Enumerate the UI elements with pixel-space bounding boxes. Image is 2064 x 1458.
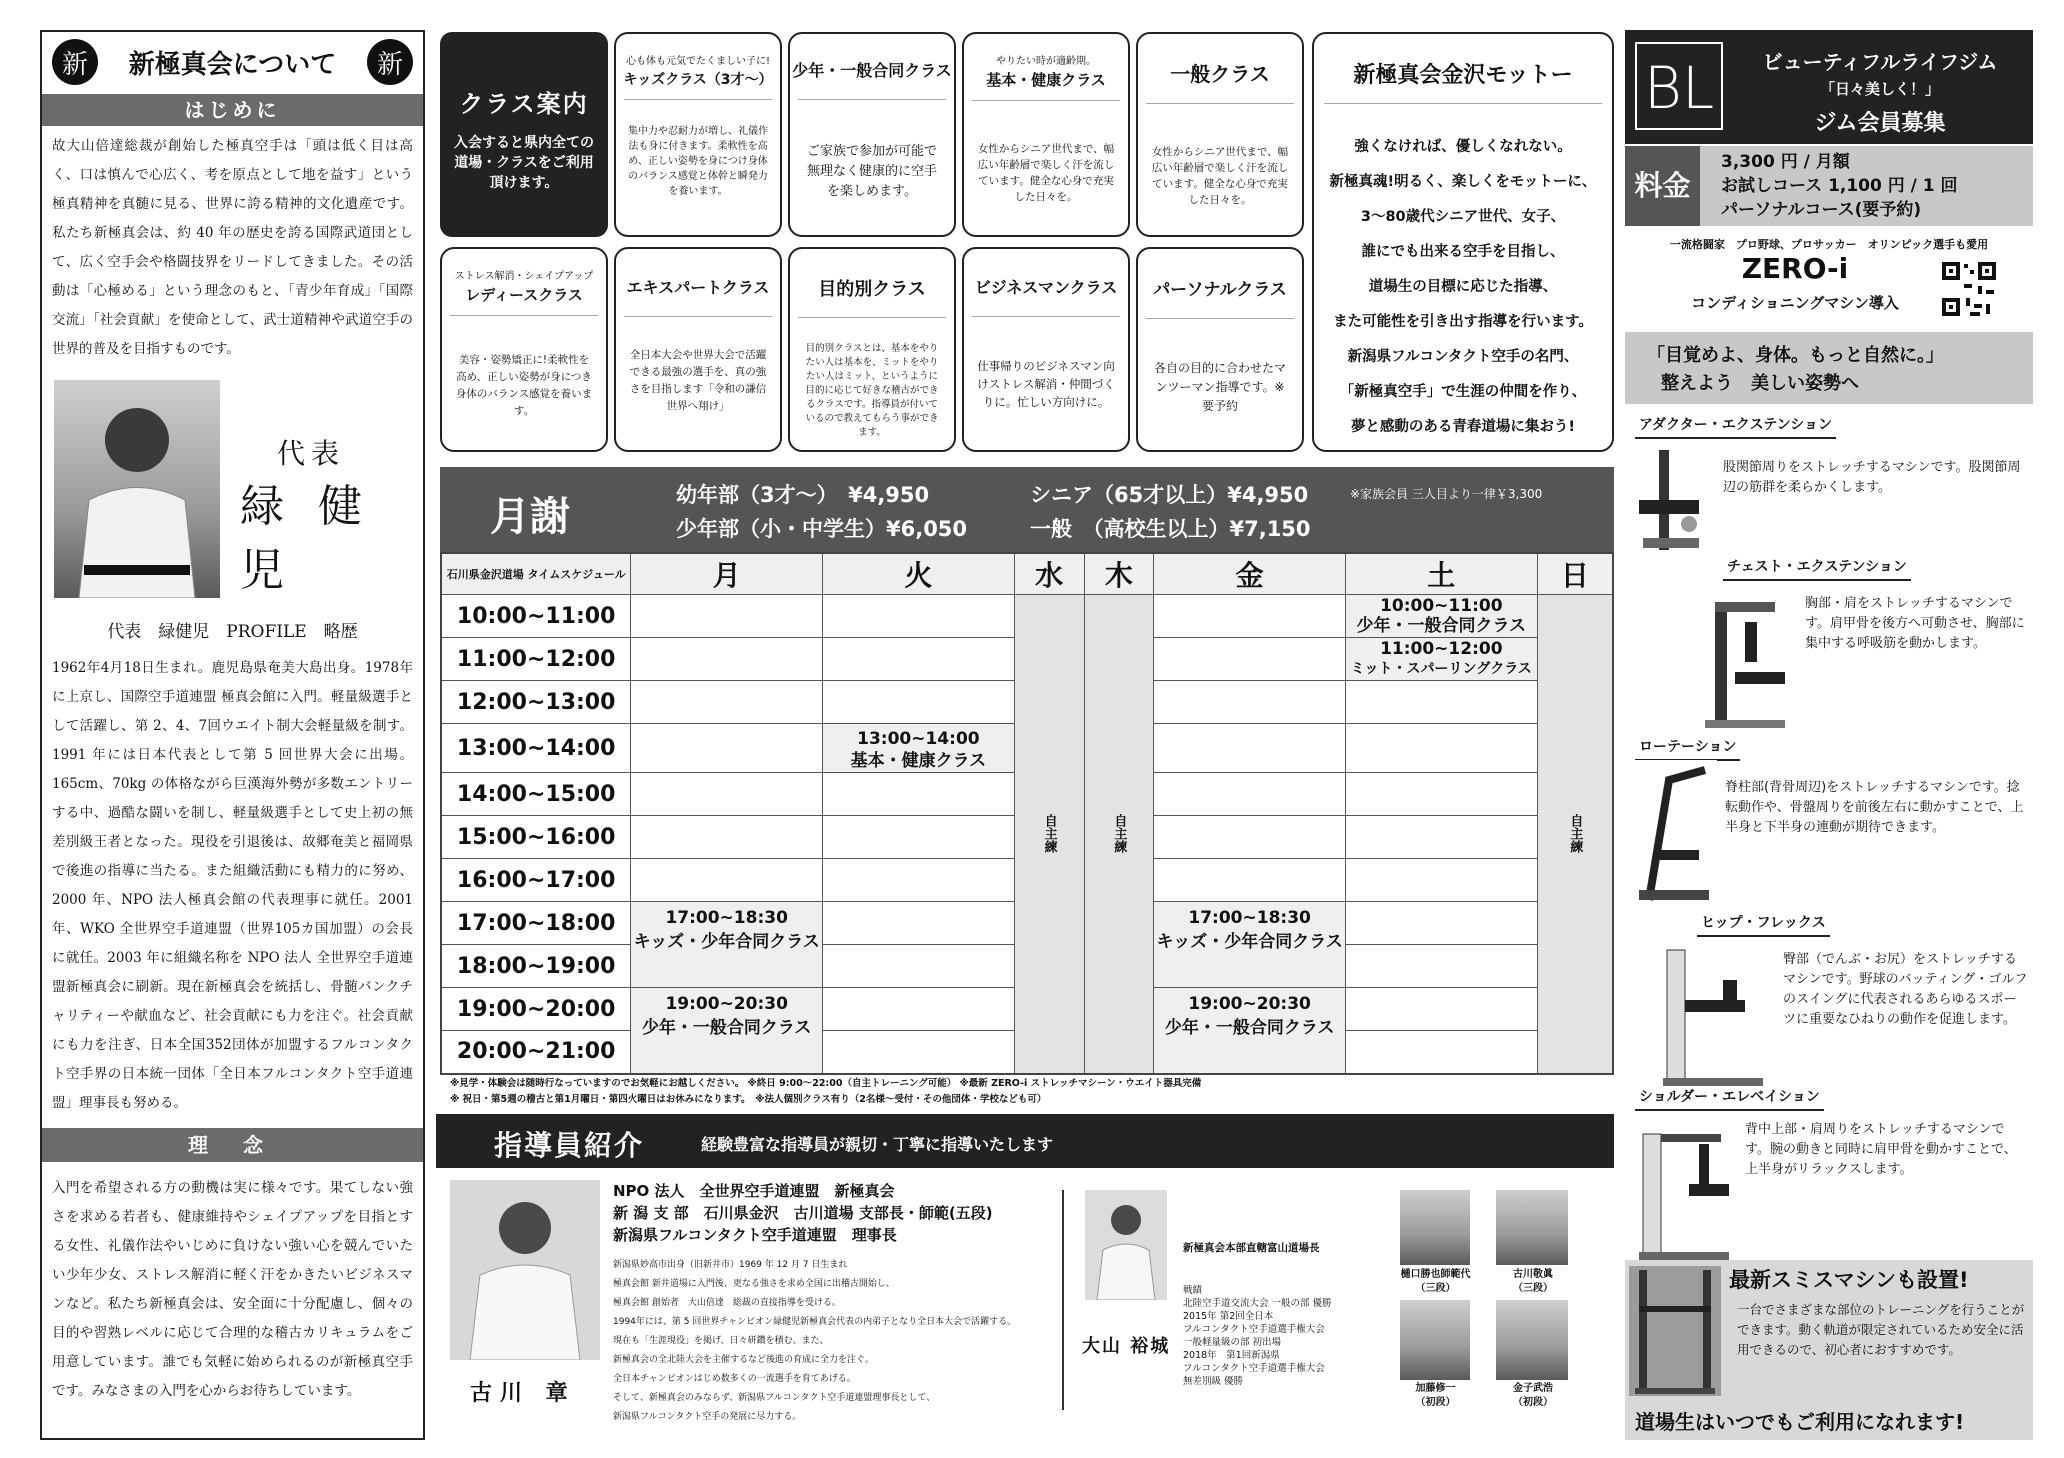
motto-line: 誰にでも出来る空手を目指し、 (1361, 244, 1565, 260)
class-desc: 女性からシニア世代まで、幅広い年齢層で楽しく汗を流しています。健全な心身で充実した日々を。 (1151, 146, 1289, 206)
smith-desc: 一台でさまざまな部位のトレーニングを行うことができます。動く軌道が限定されているため安全に活用できるので、初心者におすすめです。 (1737, 1302, 2025, 1357)
time-slot: 10:00~11:00 (441, 595, 631, 638)
gym-header (1625, 30, 2033, 144)
day-header: 金 (1154, 553, 1346, 595)
class-desc: 仕事帰りのビジネスマン向けストレス解消・仲間づくりに。忙しい方向けに。 (977, 359, 1115, 409)
instructor-main-bio (613, 1256, 1053, 1427)
time-slot: 13:00~14:00 (441, 724, 631, 773)
bio-line: 1994年には、第 5 回世界チャンピオン緑健児新極真会代表の内弟子となり全日本大会で活躍する。 (613, 1317, 1017, 1327)
class-box-personal (1136, 247, 1304, 452)
schedule-event (631, 988, 823, 1074)
machine-desc: 胸部・肩をストレッチするマシンです。肩甲骨を後方へ可動させ、胸部に集中する呼吸筋を動かします。 (1805, 596, 2025, 651)
gym-fee-lines (1721, 150, 1958, 222)
other-instructors (1378, 1190, 1618, 1415)
instructor-rank: （初段） (1513, 1397, 1553, 1408)
class-box-ladies (440, 247, 608, 452)
zero-i-sub: コンディショニングマシン導入 (1691, 294, 1899, 312)
event-time: 17:00~18:30 (1188, 908, 1311, 928)
class-title: キッズクラス（3才〜） (623, 72, 773, 88)
schedule-table (440, 552, 1614, 1075)
instructor-photo (1400, 1300, 1470, 1380)
class-title: ビジネスマンクラス (974, 278, 1118, 297)
instructor-title-line: 新 潟 支 部 石川県金沢 古川道場 支部長・師範(五段) (613, 1204, 993, 1222)
class-box-kids (614, 32, 782, 237)
class-desc: 目的別クラスとは、基本をやりたい人は基本を、ミットをやりたい人はミット、というように目的に応じて好きな稽古ができるクラスです。指導員が付いているので教えてもらう事ができます。 (805, 343, 939, 438)
instructor-name: 加藤修一 (1415, 1383, 1456, 1394)
class-title: 基本・健康クラス (986, 71, 1106, 89)
fees-header (440, 467, 1614, 552)
class-title: 少年・一般合同クラス (792, 61, 952, 80)
rotation-machine-icon (1629, 760, 1717, 910)
catch-line: 「目覚めよ、身体。もっと自然に。」 (1647, 345, 1944, 366)
about-header (42, 32, 423, 92)
event-name: 少年・一般合同クラス (1356, 616, 1527, 636)
day-header: 月 (631, 553, 823, 595)
event-time: 19:00~20:30 (1188, 994, 1311, 1014)
self-practice: 自主練 (1111, 814, 1127, 854)
instructor-caption (1478, 1268, 1588, 1296)
gym-fee-label: 料金 (1625, 146, 1700, 226)
motto-line: また可能性を引き出す指導を行います。 (1333, 314, 1593, 330)
instructor-rank: （初段） (1415, 1397, 1456, 1408)
schedule-note: ※見学・体験会は随時行なっていますのでお気軽にお越しください。 ※終日 9:00〜22:00（自主トレーニング可能） ※最新 ZERO-i ストレッチマシーン・ウエイト器具完備 (450, 1078, 1202, 1089)
record-line: 無差別級 優勝 (1183, 1376, 1244, 1387)
class-box-expert (614, 247, 782, 452)
class-desc: 全日本大会や世界大会で活躍できる最強の選手を、真の強さを目指します「令和の謙信世界へ翔け」 (629, 349, 767, 412)
class-sub: ストレス解消・シェイプアップ (454, 271, 594, 282)
self-practice: 自主練 (1041, 814, 1057, 854)
bio-line: そして、新極真会のみならず、新潟県フルコンタクト空手道連盟理事長として、 (613, 1393, 936, 1403)
event-name: 基本・健康クラス (850, 751, 987, 771)
record-line: 2018年 第1回新潟県 (1183, 1350, 1280, 1361)
class-desc: 美容・姿勢矯正に!柔軟性を高め、正しい姿勢が身につき身体のバランス感覚を養います。 (455, 354, 593, 417)
schedule-event (823, 724, 1015, 773)
intro-heading: はじめに (42, 94, 423, 126)
motto-line: 新極真魂!明るく、楽しくをモットーに、 (1329, 174, 1597, 190)
rep-name: 緑 健児 (240, 481, 372, 596)
motto-line: 夢と感動のある青春道場に集おう! (1350, 419, 1576, 435)
fee-line: 一般 （高校生以上）¥7,150 (1030, 517, 1311, 541)
instructor-title-line: NPO 法人 全世界空手道連盟 新極真会 (613, 1182, 895, 1200)
gym-fee-line: 3,300 円 / 月額 (1721, 152, 1850, 172)
schedule-note: ※ 祝日・第5週の稽古と第1月曜日・第四火曜日はお休みになります。 ※法人個別クラス有り（2名様〜受付・その他団体・学校なども可） (450, 1094, 1047, 1105)
qr-code-icon[interactable] (1940, 260, 1998, 318)
fee-line: 少年部（小・中学生）¥6,050 (676, 517, 968, 541)
about-title: 新極真会について (128, 49, 337, 80)
logo-icon: 新 (367, 39, 413, 85)
time-slot: 19:00~20:00 (441, 988, 631, 1031)
machine-desc: 臀部（でんぶ・お尻）をストレッチするマシンです。野球のバッティング・ゴルフのスイングに代表されるあらゆるスポーツに重要なひねりの動作を促進します。 (1783, 952, 2028, 1027)
schedule-corner: 石川県金沢道場 タイムスケジュール (441, 553, 631, 595)
motto-line: 3〜80歳代シニア世代、女子、 (1360, 209, 1566, 225)
gym-fee-box (1625, 146, 2033, 226)
gym-name: ビューティフルライフジム (1762, 50, 1998, 74)
machine-title: ショルダー・エレベイション (1635, 1086, 1824, 1111)
machine-desc: 股関節周りをストレッチするマシンです。股関節周辺の筋群を柔らかくします。 (1723, 460, 2021, 495)
class-desc: 集中力や忍耐力が増し、礼儀作法も身に付きます。柔軟性を高め、正しい姿勢を身につけ身体のバランス感覚と体幹と瞬発力を養います。 (628, 126, 768, 197)
class-box-general (1136, 32, 1304, 237)
event-name: キッズ・少年合同クラス (633, 932, 820, 952)
event-name: ミット・スパーリングクラス (1350, 661, 1532, 677)
instructors-subtitle: 経験豊富な指導員が親切・丁寧に指導いたします (701, 1135, 1054, 1154)
time-slot: 11:00~12:00 (441, 638, 631, 681)
gym-bottom-text: 道場生はいつでもご利用になれます! (1635, 1410, 1965, 1434)
instructor-caption (1378, 1382, 1493, 1410)
class-sub: 心も体も元気でたくましい子に! (625, 56, 770, 67)
philosophy-heading: 理 念 (42, 1128, 423, 1162)
motto-line: 「新極真空手」で生涯の仲間を作り、 (1339, 384, 1587, 400)
about-column (40, 30, 425, 1440)
record-head: 戦績 (1183, 1285, 1203, 1296)
motto-line: 強くなければ、優しくなれない。 (1354, 139, 1572, 155)
instructor-photo (450, 1180, 600, 1360)
fee-line: シニア（65才以上）¥4,950 (1030, 483, 1309, 507)
zero-i-logo: ZERO-i (1741, 252, 1849, 285)
catch-line: 整えよう 美しい姿勢へ (1661, 373, 1859, 394)
instructor-caption (1478, 1382, 1588, 1410)
smith-title: 最新スミスマシンも設置! (1729, 1268, 1969, 1292)
event-time: 19:00~20:30 (665, 994, 788, 1014)
event-time: 10:00~11:00 (1380, 596, 1503, 616)
class-sub: やりたい時が適齢期。 (996, 56, 1096, 67)
machine-title: アダクター・エクステンション (1635, 414, 1836, 439)
class-intro-text: 入会すると県内全ての道場・クラスをご利用頂けます。 (454, 135, 594, 191)
instructor-name: 金子武浩 (1513, 1383, 1553, 1394)
time-slot: 12:00~13:00 (441, 681, 631, 724)
class-title: レディースクラス (465, 286, 583, 304)
fee-note: ※家族会員 三人目より一律￥3,300 (1350, 487, 1543, 501)
event-time: 17:00~18:30 (665, 908, 788, 928)
event-time: 11:00~12:00 (1380, 639, 1503, 659)
gym-logo: BL (1635, 42, 1723, 130)
event-time: 13:00~14:00 (857, 729, 980, 749)
class-intro-box (440, 32, 608, 237)
instructor-name: 古川敬眞 (1513, 1269, 1553, 1280)
day-header: 火 (823, 553, 1015, 595)
self-practice: 自主練 (1567, 814, 1583, 854)
machine-title: ヒップ・フレックス (1697, 912, 1830, 937)
class-title: 一般クラス (1170, 62, 1270, 86)
bio-line: 極真会館 創始者 大山倍達 総裁の直接指導を受ける。 (613, 1298, 841, 1308)
machine-desc: 脊柱部(背骨周辺)をストレッチするマシンです。捻転動作や、骨盤周りを前後左右に動かすことで、上半身と下半身の連動が期待できます。 (1725, 780, 2024, 835)
event-name: 少年・一般合同クラス (1164, 1018, 1335, 1038)
schedule-event (631, 902, 823, 988)
record-line: 北陸空手道交流大会 一般の部 優勝 (1183, 1298, 1332, 1309)
instructor-photo (1400, 1190, 1470, 1265)
profile-text: 1962年4月18日生まれ。鹿児島県奄美大島出身。1978年に上京し、国際空手道連盟 極真会館に入門。軽量級選手として活躍し、第 2、4、7回ウエイト制大会軽量級を制す。1991 年には日本代表として第 5 回世界大会に出場。165cm、70kg の体格ながら巨漢海外勢が多数エントリーする中、過酷な闘いを制し、軽量級選手として史上初の無差別級王者となった。現役を引退後は、故郷奄美と福岡県で後進の指導に当たる。また組織活動にも精力的に努め、2000 年、NPO 法人極真会館の代表理事に就任。2001 年、WKO 全世界空手道連盟（世界105カ国加盟）の会長に就任。2003 年に組織名称を NPO 法人 全世界空手道連盟新極真会に刷新。現在新極真会を統括し、骨髄バンクチャリティーや献血など、社会貢献にも力を注ぐ。社会貢献にも力を注ぎ、日本全国352団体が加盟するフルコンタクト空手界の日本統一団体「全日本フルコンタクト空手道連盟」理事長も努める。 (52, 660, 413, 1111)
record-line: 2015年 第2回全日本 (1183, 1311, 1274, 1322)
instructor-photo (1085, 1190, 1167, 1300)
day-header: 日 (1537, 553, 1613, 595)
gym-catch (1625, 332, 2033, 404)
class-title: エキスパートクラス (626, 278, 770, 297)
smith-box (1625, 1260, 2033, 1440)
gym-column (1625, 30, 2033, 1440)
schedule-notes (450, 1076, 1610, 1108)
schedule-event (1154, 902, 1346, 988)
shoulder-machine-icon (1629, 1114, 1739, 1264)
day-header: 土 (1345, 553, 1537, 595)
motto-title: 新極真会金沢モットー (1353, 63, 1573, 88)
instructors-title: 指導員紹介 (494, 1129, 645, 1162)
schedule-event (1154, 988, 1346, 1074)
instructor-caption (1378, 1268, 1493, 1296)
machine-title: ローテーション (1635, 736, 1740, 761)
fees-title: 月謝 (490, 494, 570, 540)
time-slot: 18:00~19:00 (441, 945, 631, 988)
instructor-title-line: 新潟県フルコンタクト空手道連盟 理事長 (613, 1226, 897, 1244)
fee-line: 幼年部（3才〜） ¥4,950 (676, 483, 930, 507)
motto-box (1312, 32, 1614, 452)
instructors-header (436, 1114, 1614, 1168)
rep-label: 代表 (277, 437, 346, 470)
event-name: キッズ・少年合同クラス (1156, 932, 1343, 952)
class-title: パーソナルクラス (1153, 280, 1287, 300)
profile-heading: 代表 緑健児 PROFILE 略歴 (107, 622, 358, 642)
intro-text: 故大山倍達総裁が創始した極真空手は「頭は低く目は高く、口は慎んで心広く、考を原点として地を益す」という極真精神を真髄に見る、世界に誇る精神的文化遺産です。私たち新極真会は、約 40 年の歴史を誇る国際武道団として、広く空手会や格闘技界をリードしてきました。その活動は「心極める」という理念のもと、「青少年育成」「国際交流」「社会貢献」を使命として、武士道精神や武道空手の世界的普及を目指すものです。 (52, 138, 413, 357)
philosophy-text: 入門を希望される方の動機は実に様々です。果てしない強さを求める若者も、健康維持やシェイプアップを目指とする女性、礼儀作法やいじめに負けない強い心を競んでいたい少年少女、ストレス解消に軽く汗をかきたいビジネスマンなど。私たち新極真会は、安全面に十分配慮し、個々の目的や習熟レベルに応じて合理的な稽古カリキュラムをご用意しています。誰でも気軽に始められるのが新極真空手です。みなさまの入門を心からお待ちしています。 (52, 1180, 413, 1399)
bio-line: 新潟県フルコンタクト空手の発展に尽力する。 (613, 1412, 802, 1422)
time-slot: 16:00~17:00 (441, 859, 631, 902)
bio-line: 極真会館 新井道場に入門後、更なる強さを求め全国に出稽古開始し、 (613, 1279, 895, 1289)
bio-line: 新極真会の全北陸大会を主催するなど後進の育成に全力を注ぐ。 (613, 1355, 874, 1365)
instructor-name: 樋口勝也師範代 (1400, 1269, 1471, 1280)
record-line: フルコンタクト空手道選手権大会 (1183, 1363, 1325, 1374)
motto-lines (1314, 130, 1612, 445)
representative-photo (54, 380, 220, 598)
bio-line: 新潟県妙高市出身（旧新井市）1969 年 12 月 7 日生まれ (613, 1260, 848, 1270)
class-title: 目的別クラス (818, 279, 926, 300)
instructor-photo (1496, 1300, 1568, 1380)
class-desc: 各自の目的に合わせたマンツーマン指導です。※要予約 (1153, 361, 1286, 413)
gym-slogan: 「日々美しく！」 (1819, 80, 1940, 98)
day-header: 木 (1084, 553, 1154, 595)
instructor-rank: （三段） (1415, 1283, 1456, 1294)
schedule-event (1345, 595, 1537, 638)
class-desc: 女性からシニア世代まで、幅広い年齢層で楽しく汗を流しています。健全な心身で充実した日々を。 (977, 143, 1115, 203)
gym-endorse: 一流格闘家 プロ野球、プロサッカー オリンピック選手も愛用 (1669, 238, 1989, 251)
instructor-second-name: 大山 裕城 (1082, 1336, 1171, 1357)
gym-fee-line: お試しコース 1,100 円 / 1 回 (1721, 176, 1958, 196)
class-box-junior-general (788, 32, 956, 237)
smith-machine-icon (1629, 1266, 1721, 1396)
time-slot: 14:00~15:00 (441, 773, 631, 816)
motto-line: 新潟県フルコンタクト空手の名門、 (1347, 349, 1579, 365)
logo-icon: 新 (52, 39, 98, 85)
bio-line: 全日本チャンピオンはじめ数多くの一流選手を育てあげる。 (613, 1374, 856, 1384)
machine-title: チェスト・エクステンション (1723, 556, 1911, 581)
gym-recruit: ジム会員募集 (1814, 111, 1946, 136)
gym-fee-line: パーソナルコース(要予約) (1721, 200, 1922, 220)
event-name: 少年・一般合同クラス (641, 1018, 812, 1038)
instructor-second-record (1183, 1284, 1332, 1388)
motto-line: 道場生の目標に応じた指導、 (1368, 279, 1558, 295)
day-header: 水 (1014, 553, 1084, 595)
class-box-basic-health (962, 32, 1130, 237)
instructor-photo (1496, 1190, 1568, 1265)
instructor-second-title: 新極真会本部直轄富山道場長 (1183, 1242, 1320, 1254)
class-box-businessman (962, 247, 1130, 452)
instructor-main-name: 古川 章 (470, 1381, 576, 1406)
adductor-machine-icon (1629, 440, 1715, 570)
hip-flex-machine-icon (1653, 940, 1771, 1090)
class-desc: ご家族で参加が可能で無理なく健康的に空手を楽しめます。 (806, 144, 937, 199)
class-intro-title: クラス案内 (459, 90, 589, 118)
instructor-rank: （三段） (1513, 1283, 1553, 1294)
bio-line: 現在も「生涯現役」を掲げ、日々研鑽を積む。また、 (613, 1336, 829, 1346)
record-line: 一般軽量級の部 初出場 (1183, 1337, 1282, 1348)
chest-machine-icon (1695, 582, 1795, 732)
time-slot: 17:00~18:00 (441, 902, 631, 945)
divider (1062, 1190, 1064, 1410)
time-slot: 20:00~21:00 (441, 1031, 631, 1074)
instructor-main-titles (613, 1180, 1053, 1246)
machine-desc: 背中上部・肩周りをストレッチするマシンです。腕の動きと同時に肩甲骨を動かすことで、上半身がリラックスします。 (1745, 1122, 2017, 1177)
time-slot: 15:00~16:00 (441, 816, 631, 859)
schedule-event (1345, 638, 1537, 681)
class-box-purpose (788, 247, 956, 452)
record-line: フルコンタクト空手道選手権大会 (1183, 1324, 1325, 1335)
